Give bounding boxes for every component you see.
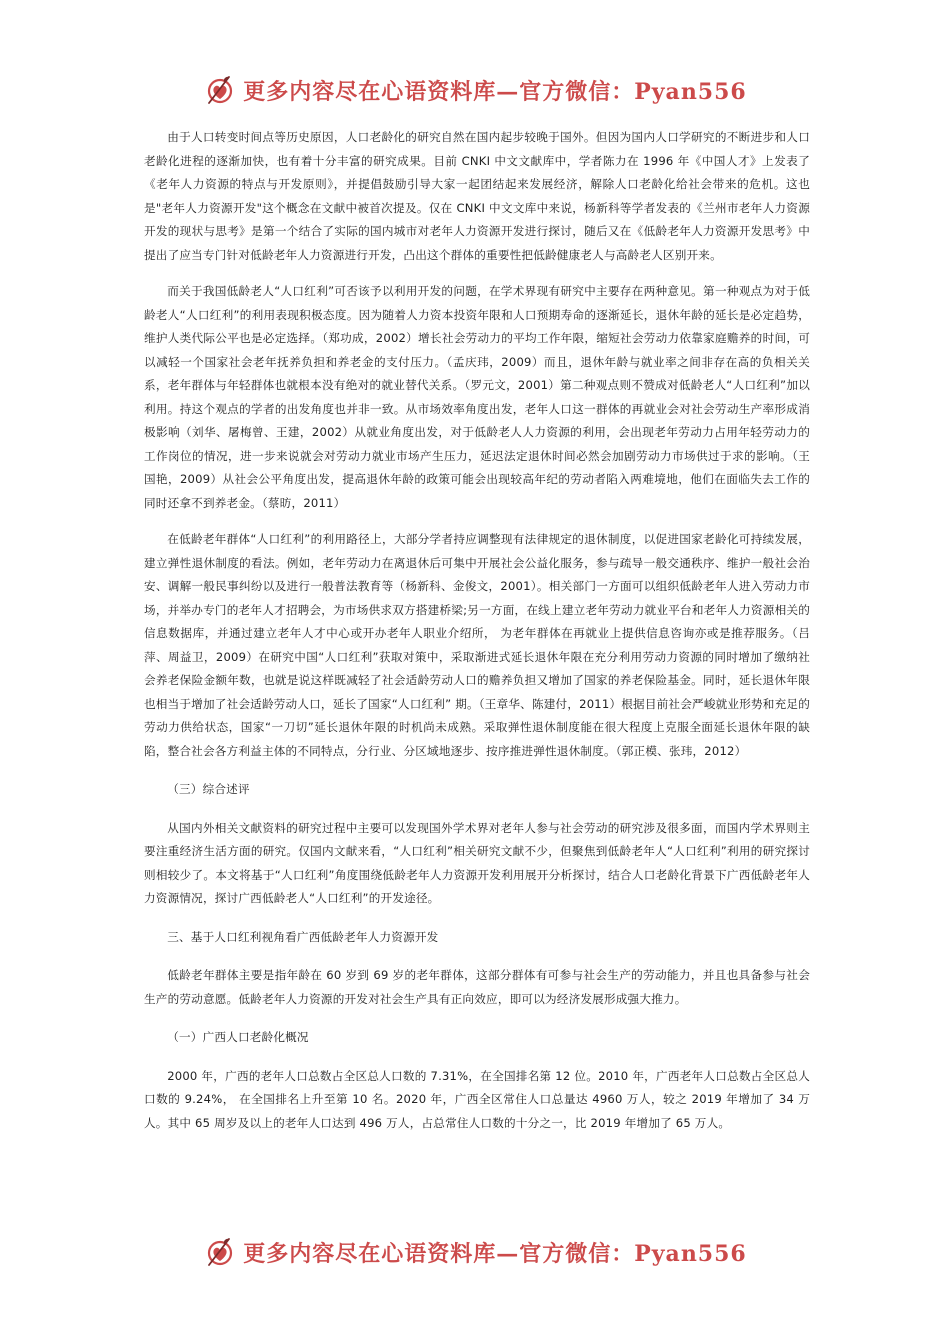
paragraph: 低龄老年群体主要是指年龄在 60 岁到 69 岁的老年群体，这部分群体有可参与社会生产的劳动能力，并且也具备参与社会生产的劳动意愿。低龄老年人力资源的开发对社会生产具有正向效应，即可以为经济发展形成强大推力。 bbox=[144, 968, 810, 1006]
section-heading: 三、基于人口红利视角看广西低龄老年人力资源开发 bbox=[167, 929, 439, 944]
paragraph: 在低龄老年群体“人口红利”的利用路径上，大部分学者持应调整现有法律规定的退休制度，以促进国家老龄化可持续发展，建立弹性退休制度的看法。例如，老年劳动力在离退休后可集中开展社会公益化服务，参与疏导一般交通秩序、维护一般社会治安、调解一般民事纠纷以及进行一般普法教育等（杨新科、金俊文，2001）。相关部门一方面可以组织低龄老年人进入劳动力市场，并举办专门的老年人才招聘会，为市场供求双方搭建桥梁;另一方面，在线上建立老年劳动力就业平台和老年人力资源相关的信息数据库，并通过建立老年人才中心或开办老年人职业介绍所， 为老年群体在再就业上提供信息咨询亦或是推荐服务。（吕萍、周益卫，2009）在研究中国“人口红利”获取对策中，采取渐进式延长退休年限在充分利用劳动力资源的同时增加了缴纳社会养老保险金额年数，也就是说这样既减轻了社会适龄劳动人口的赡养负担又增加了国家的养老保险基金。同时，延长退休年限也相当于增加了社会适龄劳动人口，延长了国家“人口红利” 期。（王章华、陈建付，2011）根据目前社会严峻就业形势和充足的劳动力供给状态，国家“一刀切”延长退休年限的时机尚未成熟。采取弹性退休制度能在很大程度上克服全面延长退休年限的缺陷，整合社会各方利益主体的不同特点，分行业、分区域地逐步、按序推进弹性退休制度。（郭正模、张玮，2012） bbox=[144, 532, 810, 758]
bottom-banner bbox=[0, 1232, 950, 1272]
paragraph: 而关于我国低龄老人“人口红利”可否该予以利用开发的问题，在学术界现有研究中主要存在两种意见。第一种观点为对于低龄老人“人口红利”的利用表现积极态度。因为随着人力资本投资年限和人口预期寿命的逐渐延长，退休年龄的延长是必定趋势，维护人类代际公平也是必定选择。（郑功成，2002）增长社会劳动力的平均工作年限，缩短社会劳动力依靠家庭赡养的时间，可以减轻一个国家社会老年抚养负担和养老金的支付压力。（孟庆玮，2009）而且，退休年龄与就业率之间非存在高的负相关关系，老年群体与年轻群体也就根本没有绝对的就业替代关系。（罗元文，2001）第二种观点则不赞成对低龄老人“人口红利”加以利用。持这个观点的学者的出发角度也并非一致。从市场效率角度出发，老年人口这一群体的再就业会对社会劳动生产率形成消极影响（刘华、屠梅曾、王建，2002）从就业角度出发，对于低龄老人人力资源的利用，会出现老年劳动力占用年轻劳动力的工作岗位的情况，进一步来说就会对劳动力就业市场产生压力，延迟法定退休时间必然会加剧劳动力市场供过于求的影响。（王国艳，2009）从社会公平角度出发，提高退休年龄的政策可能会出现较高年纪的劳动者陷入两难境地，他们在面临失去工作的同时还拿不到养老金。（蔡昉，2011） bbox=[144, 284, 810, 510]
document-body bbox=[144, 126, 810, 1135]
quill-heart-logo-icon bbox=[203, 1235, 237, 1269]
section-heading: （三）综合述评 bbox=[167, 782, 250, 796]
paragraph: 由于人口转变时间点等历史原因，人口老龄化的研究自然在国内起步较晚于国外。但因为国内人口学研究的不断进步和人口老龄化进程的逐渐加快，也有着十分丰富的研究成果。目前 CNKI 中文文献库中，学者陈力在 1996 年《中国人才》上发表了《老年人力资源的特点与开发原则》，并提倡鼓励引导大家一起团结起来发展经济，解除人口老龄化给社会带来的危机。这也是"老年人力资源开发"这个概念在文献中被首次提及。仅在 CNKI 中文文库中来说，杨新科等学者发表的《兰州市老年人力资源开发的现状与思考》是第一个结合了实际的国内城市对老年人力资源开发进行探讨，随后又在《低龄老年人力资源开发思考》中提出了应当专门针对低龄老年人力资源进行开发，凸出这个群体的重要性把低龄健康老人与高龄老人区别开来。 bbox=[144, 130, 810, 262]
banner-text: 更多内容尽在心语资料库—官方微信：Pyan556 bbox=[243, 1240, 747, 1267]
paragraph: 从国内外相关文献资料的研究过程中主要可以发现国外学术界对老年人参与社会劳动的研究涉及很多面，而国内学术界则主要注重经济生活方面的研究。仅国内文献来看，“人口红利”相关研究文献不少，但聚焦到低龄老年人“人口红利”利用的研究探讨则相较少了。本文将基于“人口红利”角度围绕低龄老年人力资源开发利用展开分析探讨，结合人口老龄化背景下广西低龄老年人力资源情况，探讨广西低龄老人“人口红利”的开发途径。 bbox=[144, 820, 810, 905]
banner-text: 更多内容尽在心语资料库—官方微信：Pyan556 bbox=[243, 78, 747, 105]
top-banner bbox=[0, 70, 950, 110]
section-heading: （一）广西人口老龄化概况 bbox=[167, 1030, 309, 1044]
paragraph: 2000 年，广西的老年人口总数占全区总人口数的 7.31%，在全国排名第 12 位。2010 年，广西老年人口总数占全区总人口数的 9.24%， 在全国排名上升至第 10 名。2020 年，广西全区常住人口总量达 4960 万人，较之 2019 年增加了 34 万人。其中 65 周岁及以上的老年人口达到 496 万人，占总常住人口数的十分之一，比 2019 年增加了 65 万人。 bbox=[144, 1068, 810, 1130]
quill-heart-logo-icon bbox=[203, 73, 237, 107]
